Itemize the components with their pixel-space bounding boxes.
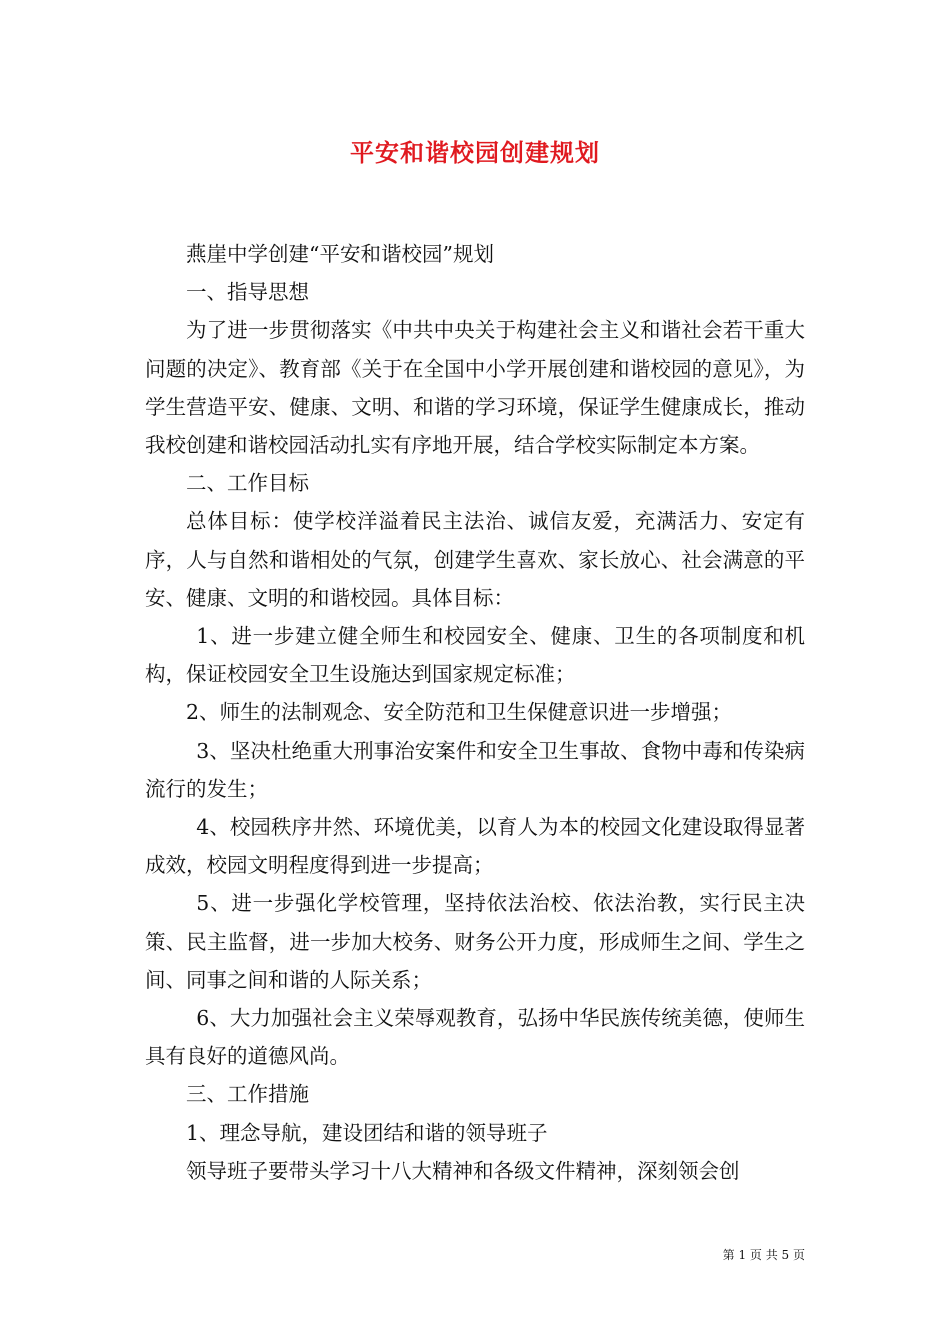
goal-item: 6、大力加强社会主义荣辱观教育，弘扬中华民族传统美德，使师生具有良好的道德风尚。	[145, 1006, 805, 1069]
measure-heading: 1、理念导航，建设团结和谐的领导班子	[186, 1120, 548, 1145]
document-body	[145, 235, 805, 1190]
section-heading-work-goals: 二、工作目标	[186, 471, 309, 496]
section-heading-guiding-thought: 一、指导思想	[186, 280, 309, 305]
goal-item: 3、坚决杜绝重大刑事治安案件和安全卫生事故、食物中毒和传染病流行的发生；	[145, 738, 805, 801]
section-heading-work-measures: 三、工作措施	[186, 1082, 309, 1107]
goal-item: 2、师生的法制观念、安全防范和卫生保健意识进一步增强；	[186, 700, 733, 725]
subtitle-paragraph: 燕崖中学创建“平安和谐校园”规划	[186, 242, 494, 266]
paragraph: 为了进一步贯彻落实《中共中央关于构建社会主义和谐社会若干重大问题的决定》、教育部《关于在全国中小学开展创建和谐校园的意见》，为学生营造平安、健康、文明、和谐的学习环境，保证学生健康成长，推动我校创建和谐校园活动扎实有序地开展，结合学校实际制定本方案。	[145, 318, 805, 458]
document-title: 平安和谐校园创建规划	[350, 138, 600, 167]
paragraph: 总体目标：使学校洋溢着民主法治、诚信友爱，充满活力、安定有序，人与自然和谐相处的气氛，创建学生喜欢、家长放心、社会满意的平安、健康、文明的和谐校园。具体目标：	[145, 509, 805, 610]
paragraph: 领导班子要带头学习十八大精神和各级文件精神，深刻领会创	[186, 1158, 740, 1183]
goal-item: 4、校园秩序井然、环境优美，以育人为本的校园文化建设取得显著成效，校园文明程度得到进一步提高；	[145, 815, 805, 878]
page-number-footer: 第 1 页 共 5 页	[722, 1248, 805, 1262]
goal-item: 5、进一步强化学校管理，坚持依法治校、依法治教，实行民主决策、民主监督，进一步加大校务、财务公开力度，形成师生之间、学生之间、同事之间和谐的人际关系；	[145, 891, 805, 992]
goal-item: 1、进一步建立健全师生和校园安全、健康、卫生的各项制度和机构，保证校园安全卫生设施达到国家规定标准；	[145, 624, 805, 687]
